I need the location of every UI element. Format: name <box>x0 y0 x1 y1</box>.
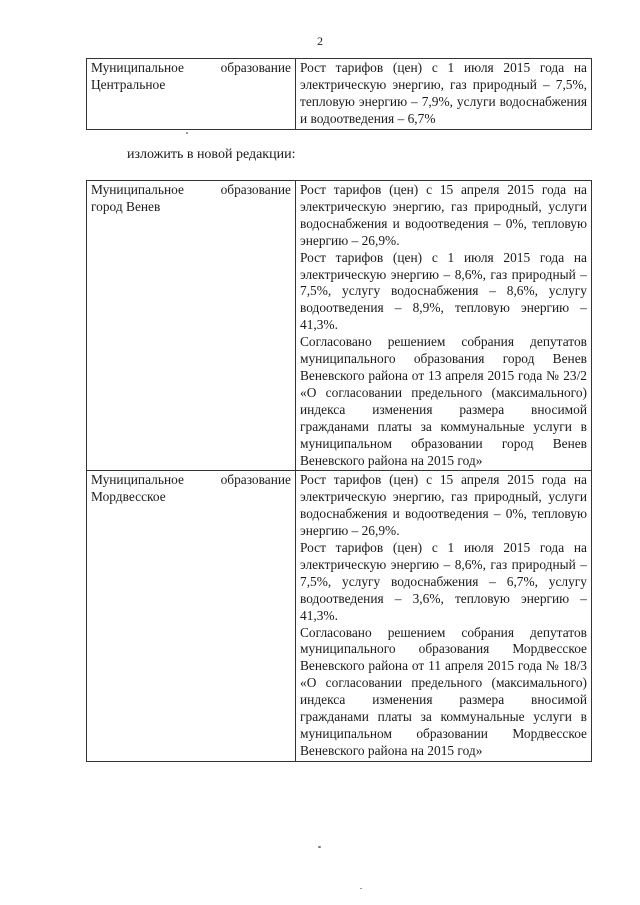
new-tariff-table <box>86 180 592 762</box>
table-row <box>87 59 592 130</box>
municipality-cell: Муниципальное образование Центральное <box>87 59 296 130</box>
approval-paragraph: Согласовано решением собрания депутатов муниципального образования город Венев Веневского района от 13 апреля 2015 года № 23/2 «О согласовании предельного (максимального) индекса изменения размера вносимой гражданами платы за коммунальные услуги в муниципальном образовании город Венев Веневского района на 2015 год» <box>300 334 587 468</box>
table-row <box>87 181 592 471</box>
tariff-paragraph: Рост тарифов (цен) с 15 апреля 2015 года на электрическую энергию, газ природный, услуги водоснабжения и водоотведения – 0%, тепловую энергию – 26,9%. <box>300 472 587 539</box>
tariff-paragraph: Рост тарифов (цен) с 1 июля 2015 года на электрическую энергию, газ природный – 7,5%, тепловую энергию – 7,9%, услуги водоснабжения и водоотведения – 6,7% <box>300 60 587 126</box>
original-tariff-table <box>86 58 592 130</box>
municipality-cell: Муниципальное образование Мордвесское <box>87 471 296 761</box>
scan-speck <box>318 846 321 848</box>
tariff-description-cell <box>296 471 592 761</box>
tariff-paragraph: Рост тарифов (цен) с 15 апреля 2015 года на электрическую энергию, газ природный, услуги водоснабжения и водоотведения – 0%, тепловую энергию – 26,9%. <box>300 182 587 248</box>
tariff-paragraph: Рост тарифов (цен) с 1 июля 2015 года на электрическую энергию – 8,6%, газ природный – 7,5%, услугу водоснабжения – 6,7%, услугу водоотведения – 3,6%, тепловую энергию – 41,3%. <box>300 540 587 623</box>
approval-paragraph: Согласовано решением собрания депутатов муниципального образования Мордвесское Веневского района от 11 апреля 2015 года № 18/3 «О согласовании предельного (максимального) индекса изменения размера вносимой гражданами платы за коммунальные услуги в муниципальном образовании Мордвесское Веневского района на 2015 год» <box>300 624 587 758</box>
tariff-description-cell <box>296 59 592 130</box>
page-number: 2 <box>317 34 323 48</box>
municipality-cell: Муниципальное образование город Венев <box>87 181 296 471</box>
scan-speck <box>186 132 188 134</box>
table-row <box>87 471 592 761</box>
scan-speck <box>360 888 362 889</box>
tariff-description-cell <box>296 181 592 471</box>
tariff-paragraph: Рост тарифов (цен) с 1 июля 2015 года на электрическую энергию – 8,6%, газ природный – 7,5%, услугу водоснабжения – 8,6%, услугу водоотведения – 8,9%, тепловую энергию – 41,3%. <box>300 249 587 333</box>
intro-text: изложить в новой редакции: <box>127 147 296 162</box>
